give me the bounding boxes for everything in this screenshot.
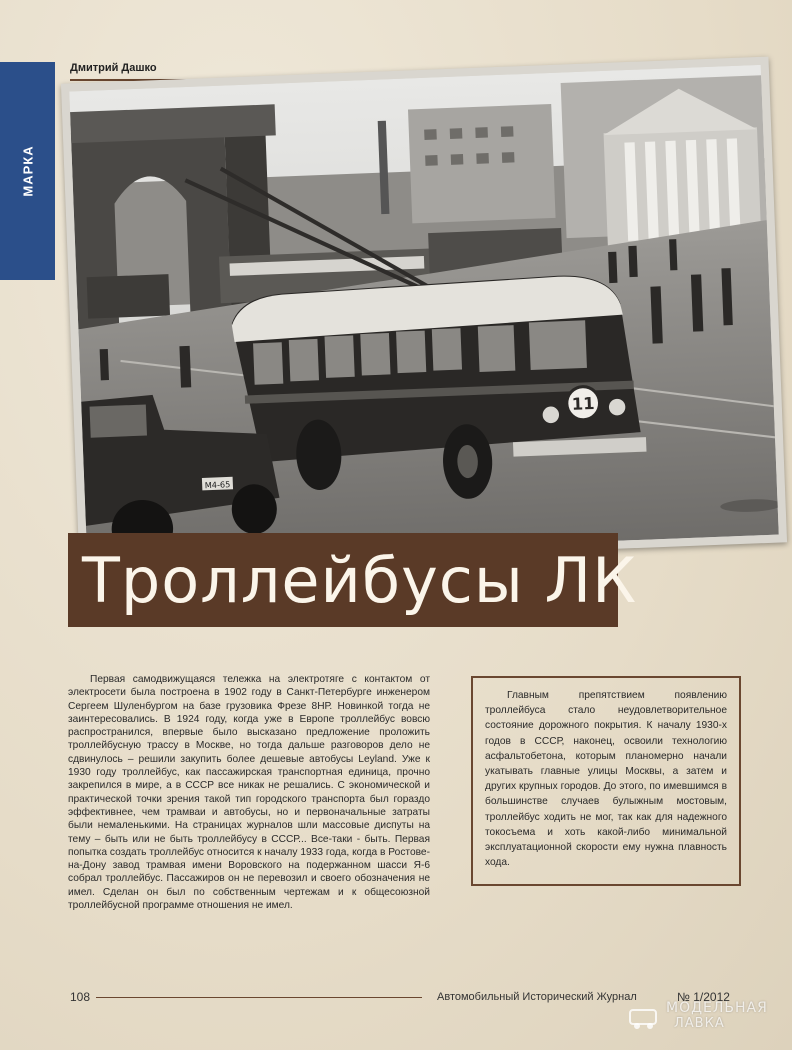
watermark-logo-icon xyxy=(626,1002,662,1032)
sidebar-paragraph: Главным препятствием появлению троллейбуса стало неудовлетворительное состояние дорожного покрытия. К началу 1930-х годов в СССР, наконец, освоили технологию асфальтобетона, которым планомерно начали укатывать главные улицы Москвы, а затем и других крупных городов. До этого, по имевшимся в большинстве случаев булыжным мостовым, троллейбус ходить не мог, так как для надежного токосъема и хоть какой-либо минимальной эксплуатационной скорости ему нужна плавность хода. xyxy=(485,690,727,869)
watermark xyxy=(622,998,792,1048)
article-title: Троллейбусы ЛК xyxy=(82,543,638,617)
journal-name: Автомобильный Исторический Журнал xyxy=(437,991,637,1003)
car-plate: М4-65 xyxy=(204,479,231,491)
author-name: Дмитрий Дашко xyxy=(70,62,157,74)
watermark-line1: МОДЕЛЬНАЯ xyxy=(666,1000,768,1016)
body-column xyxy=(68,673,430,912)
route-number: 11 xyxy=(571,393,595,414)
section-tab-label: МАРКА xyxy=(20,145,35,197)
page-number: 108 xyxy=(70,990,91,1004)
footer-divider xyxy=(96,997,422,998)
photo-illustration xyxy=(69,65,779,561)
sidebar-callout xyxy=(471,676,741,886)
section-tab xyxy=(0,62,55,280)
body-paragraph: Первая самодвижущаяся тележка на электротяге с контактом от электросети была построена в 1902 году в Санкт-Петербурге инженером Сергеем Шуленбургом на базе грузовика Фрезе 8НР. Новинкой тогда не заинтересовались. В 1924 году, когда уже в Европе троллейбус вовсю распространился, впервые было высказано предложение проложить троллейбусную трассу в Москве, но тогда дальше разговоров дело не сдвинулось – решили закупить более дешевые автобусы Leyland. Уже к 1930 году троллейбус, как пассажирская транспортная единица, прочно закрепился в мире, а в СССР все никак не решались. С экономической и практической точки зрения такой тип городского транспорта был гораздо эффективнее, чем трамваи и автобусы, но и первоначальные затраты были немаленькими. На страницах журналов шли массовые диспуты на тему – быть или не быть троллейбусу в СССР... Все-таки - быть. Первая попытка создать троллейбус относится к началу 1933 года, когда в Ростове-на-Дону завод трамвая имени Воровского на подержанном шасси Я-6 собрал троллейбус. Пассажиров он не перевозил и своего обозначения не имел. Сделан он был по собственным чертежам и к общесоюзной троллейбусной программе отношения не имел. xyxy=(68,674,430,912)
issue-number: № 1/2012 xyxy=(677,990,730,1004)
article-title-block xyxy=(68,533,638,627)
watermark-line2: ЛАВКА xyxy=(674,1016,725,1031)
trolleybus-photo xyxy=(61,57,787,570)
